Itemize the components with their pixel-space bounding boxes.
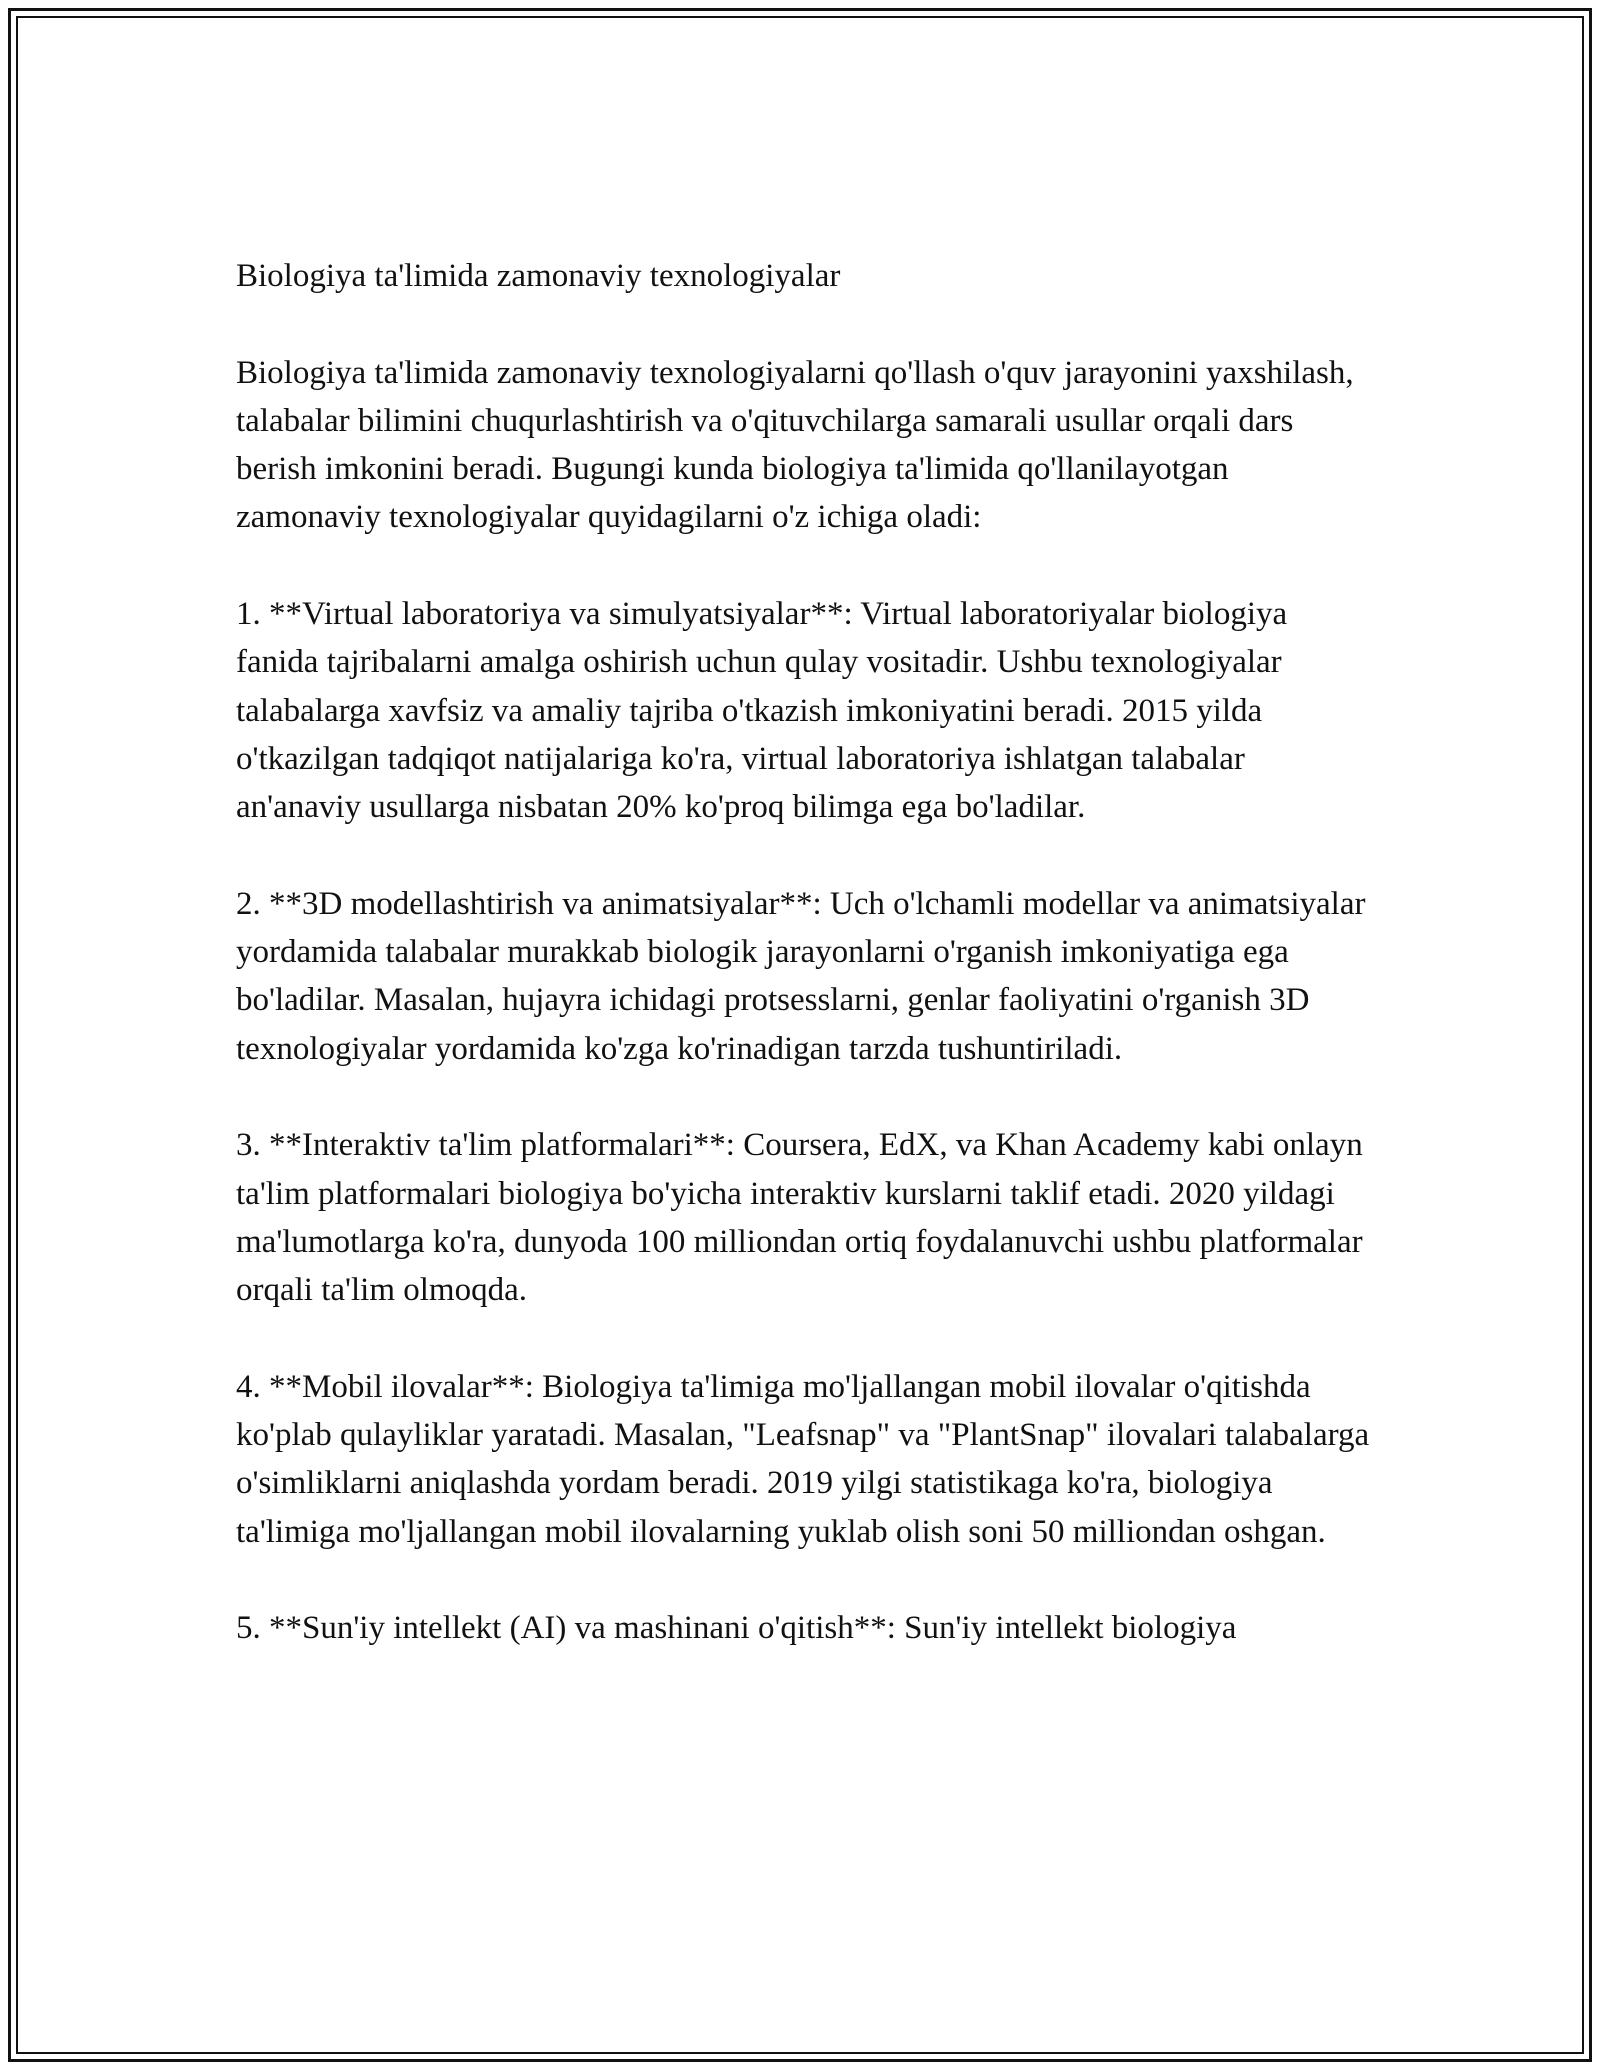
document-body [236,252,1376,1653]
list-item-virtual-labs: 1. **Virtual laboratoriya va simulyatsiyalar**: Virtual laboratoriyalar biologiya fanida tajribalarni amalga oshirish uchun qulay vositadir. Ushbu texnologiyalar talabalarga xavfsiz va amaliy tajriba o'tkazish imkoniyatini beradi. 2015 yilda o'tkazilgan tadqiqot natijalariga ko'ra, virtual laboratoriya ishlatgan talabalar an'anaviy usullarga nisbatan 20% ko'proq bilimga ega bo'ladilar. [236,596,1288,826]
list-item-3d-modeling: 2. **3D modellashtirish va animatsiyalar**: Uch o'lchamli modellar va animatsiyalar yordamida talabalar murakkab biologik jarayonlarni o'rganish imkoniyatiga ega bo'ladilar. Masalan, hujayra ichidagi protsesslarni, genlar faoliyatini o'rganish 3D texnologiyalar yordamida ko'zga ko'rinadigan tarzda tushuntiriladi. [236,885,1366,1067]
intro-paragraph: Biologiya ta'limida zamonaviy texnologiyalarni qo'llash o'quv jarayonini yaxshilash, talabalar bilimini chuqurlashtirish va o'qituvchilarga samarali usullar orqali dars berish imkonini beradi. Bugungi kunda biologiya ta'limida qo'llanilayotgan zamonaviy texnologiyalar quyidagilarni o'z ichiga oladi: [236,354,1354,536]
list-item-mobile-apps: 4. **Mobil ilovalar**: Biologiya ta'limiga mo'ljallangan mobil ilovalar o'qitishda ko'plab qulayliklar yaratadi. Masalan, "Leafsnap" va "PlantSnap" ilovalari talabalarga o'simliklarni aniqlashda yordam beradi. 2019 yilgi statistikaga ko'ra, biologiya ta'limiga mo'ljallangan mobil ilovalarning yuklab olish soni 50 milliondan oshgan. [236,1368,1370,1550]
document-title: Biologiya ta'limida zamonaviy texnologiyalar [236,258,841,294]
list-item-interactive-platforms: 3. **Interaktiv ta'lim platformalari**: Coursera, EdX, va Khan Academy kabi onlayn ta'lim platformalari biologiya bo'yicha interaktiv kurslarni taklif etadi. 2020 yildagi ma'lumotlarga ko'ra, dunyoda 100 milliondan ortiq foydalanuvchi ushbu platformalar orqali ta'lim olmoqda. [236,1127,1363,1309]
list-item-ai: 5. **Sun'iy intellekt (AI) va mashinani o'qitish**: Sun'iy intellekt biologiya [236,1610,1237,1647]
